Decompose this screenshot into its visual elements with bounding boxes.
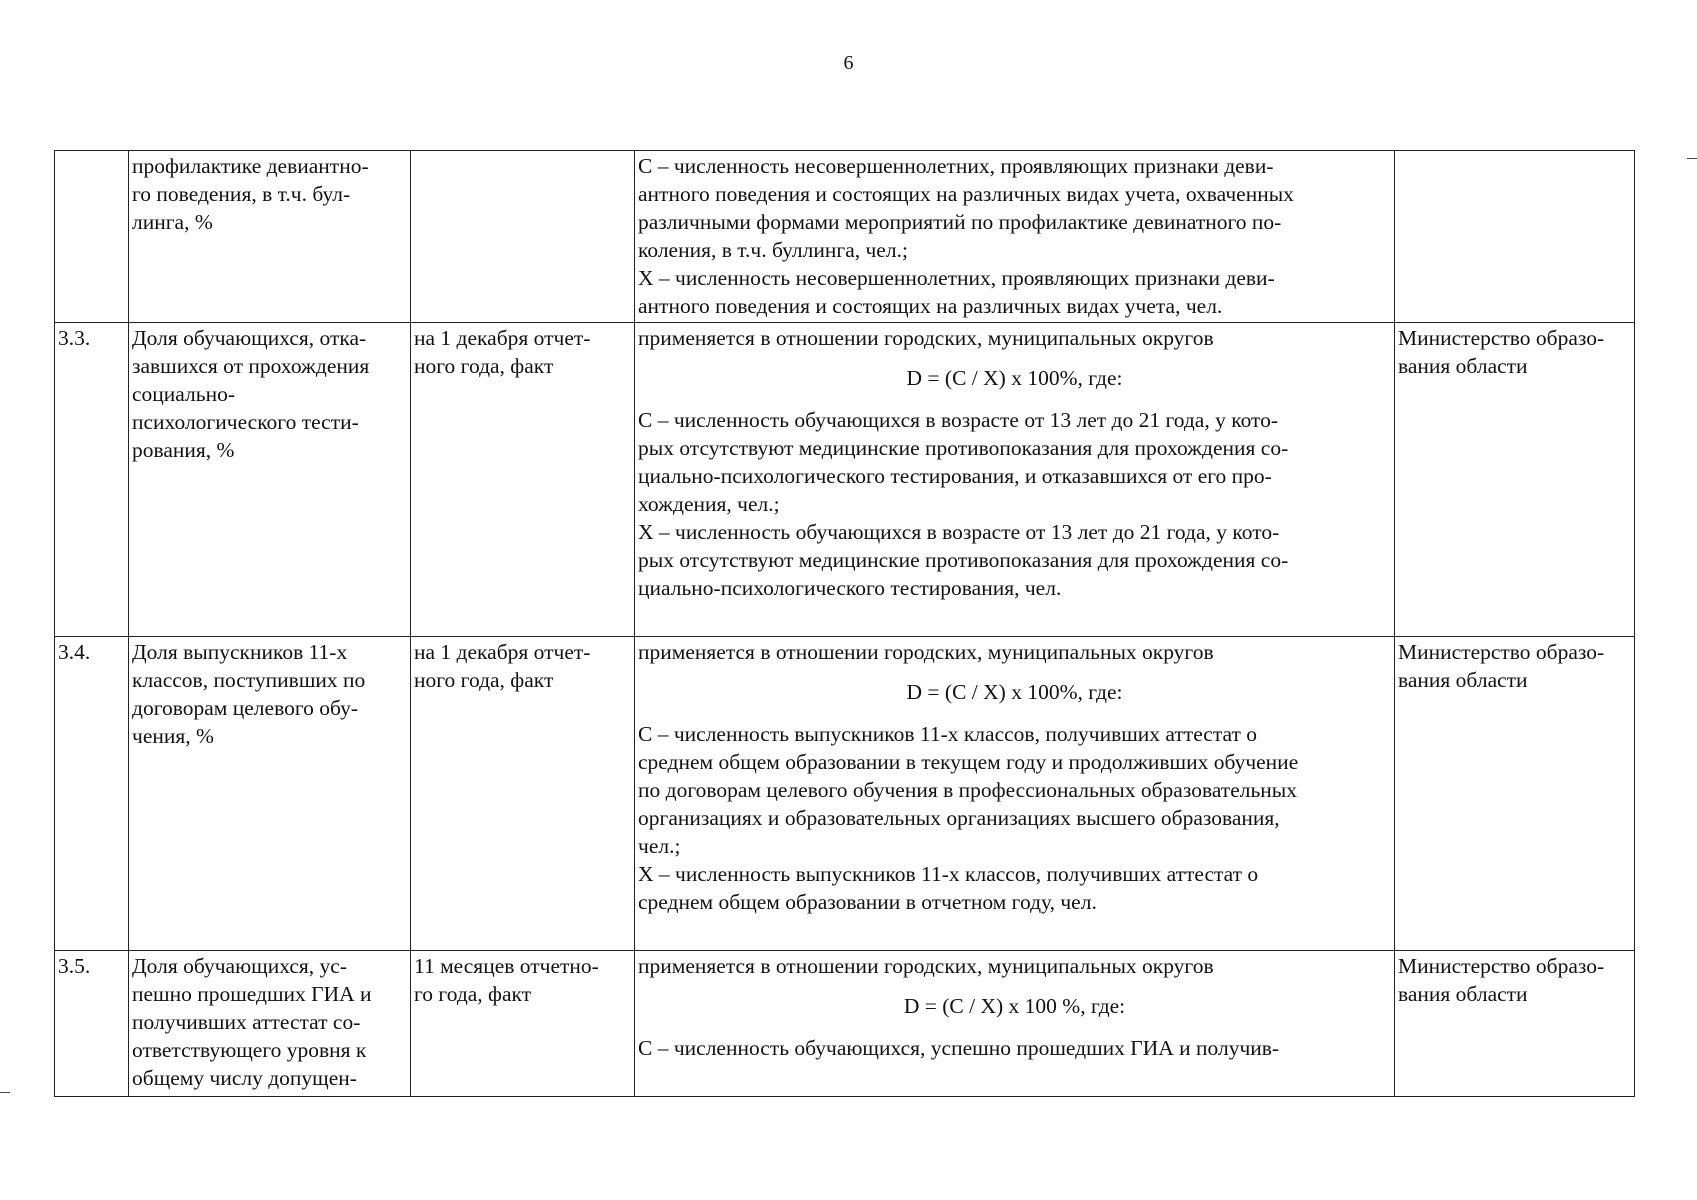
margin-mark (1687, 158, 1697, 159)
row-number-text: 3.5. (58, 954, 91, 978)
responsible-cell (1395, 323, 1635, 637)
period-text: 11 месяцев отчетно- го года, факт (414, 954, 599, 1006)
method-cell (635, 151, 1395, 323)
row-number (55, 151, 129, 323)
responsible-cell (1395, 151, 1635, 323)
numerator-definition: С – численность обучающихся, успешно прошедших ГИА и получив- (638, 1036, 1280, 1060)
method-cell (635, 951, 1395, 1097)
period-cell (411, 951, 635, 1097)
method-intro: применяется в отношении городских, муниципальных округов (638, 326, 1214, 350)
row-number (55, 637, 129, 951)
denominator-definition: Х – численность обучающихся в возрасте от 13 лет до 21 года, у кото- рых отсутствуют медицинские противопоказания для прохождения со- циально-психологического тестирования, чел. (638, 520, 1289, 600)
indicator-name-cell (129, 951, 411, 1097)
indicator-name-cell (129, 151, 411, 323)
indicator-name-cell (129, 323, 411, 637)
method-cell (635, 323, 1395, 637)
margin-mark (0, 1092, 10, 1093)
method-cell (635, 637, 1395, 951)
indicator-name: Доля обучающихся, ус- пешно прошедших ГИА и получивших аттестат со- ответствующего уровня к общему числу допущен- (132, 954, 372, 1090)
indicator-name-cell (129, 637, 411, 951)
numerator-definition: С – численность выпускников 11-х классов, получивших аттестат о среднем общем образовании в текущем году и продолживших обучение по договорам целевого обучения в профессиональных образовательных организациях и образовательных организациях высшего образования, чел.; (638, 722, 1299, 858)
table-row (55, 323, 1635, 637)
row-number-text: 3.4. (58, 640, 91, 664)
period-text: на 1 декабря отчет- ного года, факт (414, 326, 591, 378)
responsible-cell (1395, 951, 1635, 1097)
table-row (55, 637, 1635, 951)
table-row (55, 151, 1635, 323)
indicator-name: Доля выпускников 11-х классов, поступивших по договорам целевого обу- чения, % (132, 640, 366, 748)
row-number (55, 323, 129, 637)
formula: D = (C / X) х 100%, где: (906, 366, 1123, 390)
responsible-body: Министерство образо- вания области (1398, 954, 1605, 1006)
responsible-body: Министерство образо- вания области (1398, 640, 1605, 692)
method-intro: применяется в отношении городских, муниципальных округов (638, 640, 1214, 664)
row-number-text: 3.3. (58, 326, 91, 350)
formula: D = (C / X) х 100 %, где: (903, 994, 1126, 1018)
period-cell (411, 637, 635, 951)
period-cell (411, 323, 635, 637)
indicator-name: Доля обучающихся, отка- завшихся от прохождения социально- психологического тести- рования, % (132, 326, 370, 462)
denominator-definition: Х – численность выпускников 11-х классов, получивших аттестат о среднем общем образовании в отчетном году, чел. (638, 862, 1259, 914)
numerator-definition: С – численность несовершеннолетних, проявляющих признаки деви- антного поведения и состоящих на различных видах учета, охваченных различными формами мероприятий по профилактике девинатного по- коления, в т.ч. буллинга, чел.; (638, 154, 1294, 262)
indicators-table (54, 150, 1635, 1097)
numerator-definition: С – численность обучающихся в возрасте от 13 лет до 21 года, у кото- рых отсутствуют медицинские противопоказания для прохождения со- циально-психологического тестирования, и отказавшихся от его про- хождения, чел.; (638, 408, 1289, 516)
responsible-cell (1395, 637, 1635, 951)
responsible-body: Министерство образо- вания области (1398, 326, 1605, 378)
page-number: 6 (843, 52, 854, 74)
table-row (55, 951, 1635, 1097)
period-cell (411, 151, 635, 323)
row-number (55, 951, 129, 1097)
period-text: на 1 декабря отчет- ного года, факт (414, 640, 591, 692)
method-intro: применяется в отношении городских, муниципальных округов (638, 954, 1214, 978)
denominator-definition: Х – численность несовершеннолетних, проявляющих признаки деви- антного поведения и состоящих на различных видах учета, чел. (638, 266, 1275, 318)
indicator-name: профилактике девиантно- го поведения, в т.ч. бул- линга, % (132, 154, 369, 234)
formula: D = (C / X) х 100%, где: (906, 680, 1123, 704)
